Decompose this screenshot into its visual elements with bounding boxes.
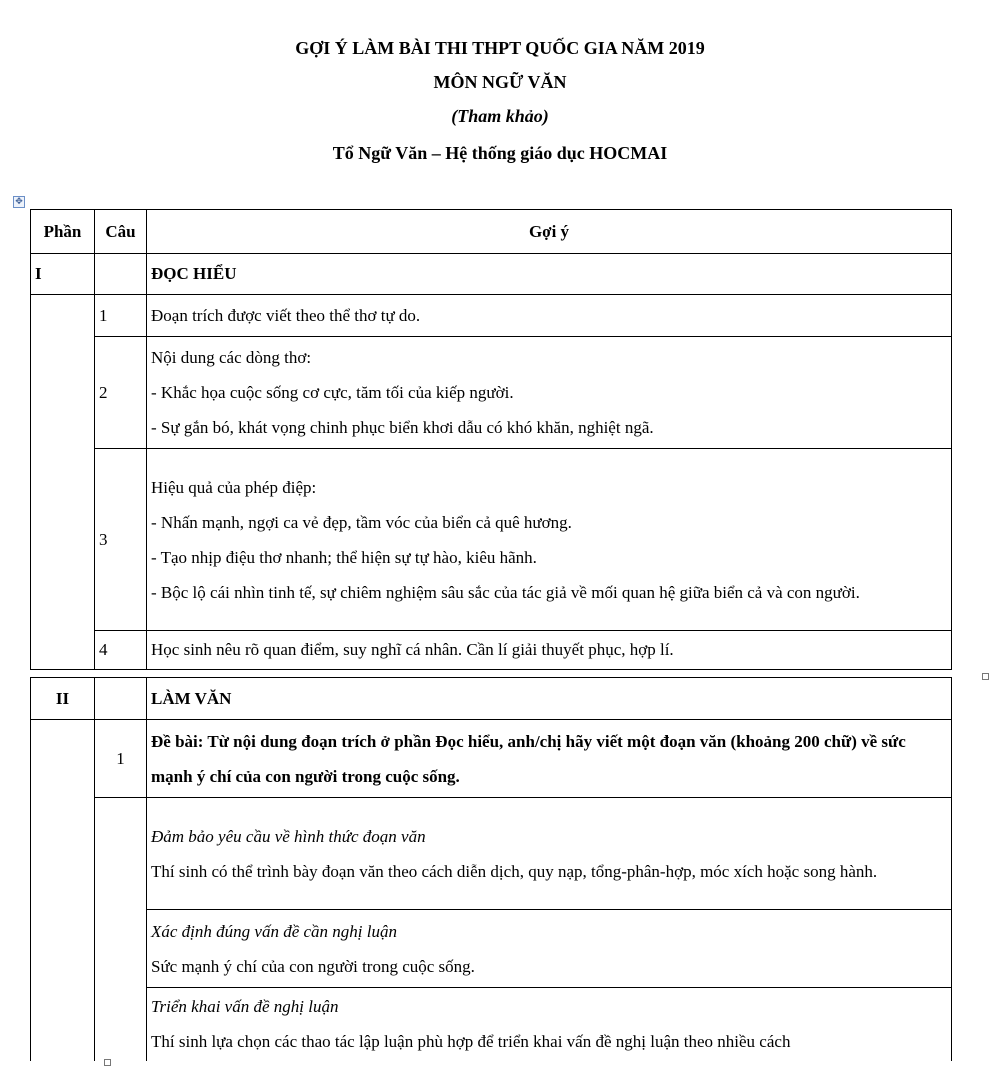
- question-answer: [147, 449, 952, 631]
- table-resize-handle[interactable]: [982, 673, 989, 680]
- answer-line: Đoạn trích được viết theo thể thơ tự do.: [151, 305, 421, 325]
- part-heading: LÀM VĂN: [147, 678, 952, 720]
- question-number: 1: [95, 720, 147, 798]
- answer-line: Nội dung các dòng thơ:: [151, 348, 312, 367]
- question-number: 4: [95, 631, 147, 670]
- answer-line: - Nhấn mạnh, ngợi ca vẻ đẹp, tầm vóc của biển cả quê hương.: [151, 512, 572, 532]
- criterion-text: Sức mạnh ý chí của con người trong cuộc sống.: [151, 956, 475, 976]
- question-answer: [147, 295, 952, 337]
- part-empty-cell: [31, 295, 95, 670]
- document-note: (Tham khảo): [451, 106, 549, 126]
- answer-table-part-2: [30, 677, 952, 1061]
- part-heading: ĐỌC HIỂU: [147, 254, 952, 295]
- question-number: 1: [95, 295, 147, 337]
- document-subject: MÔN NGỮ VĂN: [433, 72, 567, 92]
- document-author: Tổ Ngữ Văn – Hệ thống giáo dục HOCMAI: [332, 143, 668, 163]
- criterion-title: Triển khai vấn đề nghị luận: [151, 997, 339, 1017]
- answer-line: - Bộc lộ cái nhìn tinh tế, sự chiêm nghiệm sâu sắc của tác giả về mối quan hệ giữa biển cả và con người.: [151, 582, 860, 602]
- question-answer: [147, 631, 952, 670]
- answer-table-part-1: [30, 209, 952, 670]
- column-header-question: Câu: [95, 210, 147, 254]
- part-label: I: [31, 254, 95, 295]
- criterion-cell: [147, 988, 952, 1061]
- column-header-part: Phần: [31, 210, 95, 254]
- criterion-cell: [147, 910, 952, 988]
- answer-line: Học sinh nêu rõ quan điểm, suy nghĩ cá nhân. Cần lí giải thuyết phục, hợp lí.: [151, 640, 674, 659]
- criterion-cell: [147, 798, 952, 910]
- criterion-title: Xác định đúng vấn đề cần nghị luận: [151, 921, 397, 941]
- answer-line: Hiệu quả của phép điệp:: [151, 477, 317, 497]
- column-header-hint: Gợi ý: [147, 210, 952, 254]
- table-resize-handle[interactable]: [104, 1059, 111, 1066]
- empty-cell: [95, 254, 147, 295]
- document-title: GỢI Ý LÀM BÀI THI THPT QUỐC GIA NĂM 2019: [295, 38, 705, 58]
- question-number: 3: [95, 449, 147, 631]
- question-empty-cell: [95, 798, 147, 1061]
- answer-line: - Tạo nhịp điệu thơ nhanh; thể hiện sự tự hào, kiêu hãnh.: [151, 547, 537, 567]
- essay-prompt: [147, 720, 952, 798]
- criterion-title: Đảm bảo yêu cầu về hình thức đoạn văn: [151, 826, 426, 846]
- empty-cell: [95, 678, 147, 720]
- table-move-handle-icon[interactable]: ✥: [13, 196, 25, 208]
- part-empty-cell: [31, 720, 95, 1061]
- question-number: 2: [95, 337, 147, 449]
- prompt-text: Đề bài: Từ nội dung đoạn trích ở phần Đọc hiểu, anh/chị hãy viết một đoạn văn (khoảng 200 chữ) về sức mạnh ý chí của con người trong cuộc sống.: [151, 731, 906, 786]
- answer-line: - Sự gắn bó, khát vọng chinh phục biển khơi dẫu có khó khăn, nghiệt ngã.: [151, 418, 654, 437]
- answer-line: - Khắc họa cuộc sống cơ cực, tăm tối của kiếp người.: [151, 383, 514, 402]
- criterion-text: Thí sinh lựa chọn các thao tác lập luận phù hợp để triển khai vấn đề nghị luận theo nhiều cách: [151, 1032, 791, 1052]
- question-answer: [147, 337, 952, 449]
- criterion-text: Thí sinh có thể trình bày đoạn văn theo cách diễn dịch, quy nạp, tổng-phân-hợp, móc xích hoặc song hành.: [151, 861, 878, 881]
- part-label: II: [31, 678, 95, 720]
